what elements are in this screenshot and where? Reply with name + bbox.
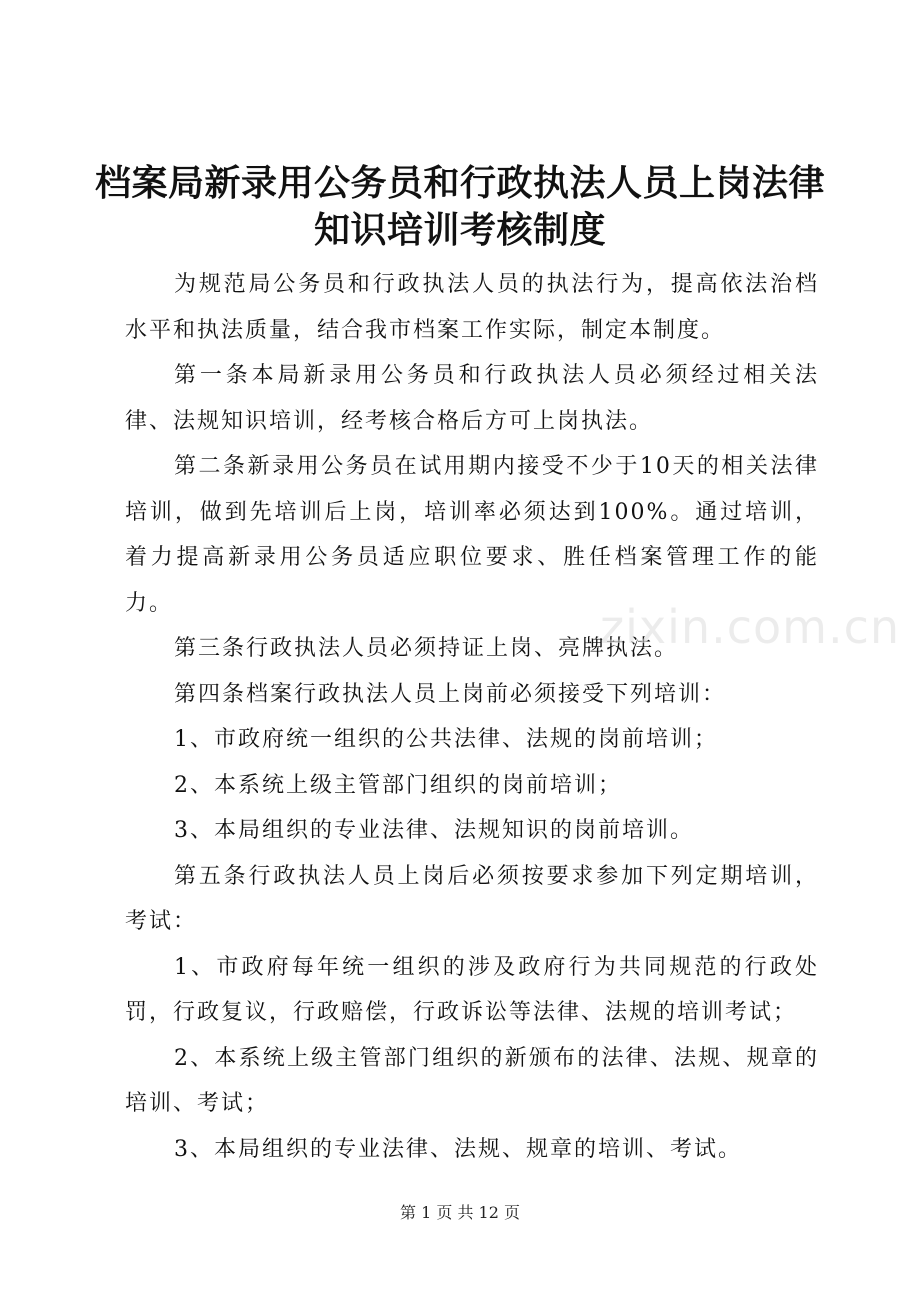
- list-item: 3、本局组织的专业法律、法规、规章的培训、考试。: [174, 1136, 742, 1162]
- page-footer: 第 1 页 共 12 页: [400, 1203, 520, 1222]
- document-title-line-1: 档案局新录用公务员和行政执法人员上岗法律: [94, 163, 825, 204]
- watermark: zixin.com.cn: [600, 600, 901, 654]
- paragraph-article-5: 第五条行政执法人员上岗后必须按要求参加下列定期培训，考试：: [125, 863, 819, 934]
- paragraph-article-3: 第三条行政执法人员必须持证上岗、亮牌执法。: [174, 636, 679, 661]
- list-item: 1、市政府每年统一组织的涉及政府行为共同规范的行政处罚，行政复议，行政赔偿，行政诉讼等法律、法规的培训考试；: [125, 954, 819, 1025]
- document-title-line-2: 知识培训考核制度: [313, 210, 606, 251]
- paragraph-article-2: 第二条新录用公务员在试用期内接受不少于10天的相关法律培训，做到先培训后上岗，培训率必须达到100%。通过培训，着力提高新录用公务员适应职位要求、胜任档案管理工作的能力。: [125, 454, 819, 616]
- list-item: 1、市政府统一组织的公共法律、法规的岗前培训；: [174, 727, 718, 752]
- list-item: 2、本系统上级主管部门组织的新颁布的法律、法规、规章的培训、考试；: [125, 1045, 819, 1116]
- list-item: 3、本局组织的专业法律、法规知识的岗前培训。: [174, 818, 694, 843]
- paragraph-article-4: 第四条档案行政执法人员上岗前必须接受下列培训：: [174, 681, 727, 707]
- document-title: [0, 160, 920, 254]
- document-body: [125, 262, 819, 1172]
- paragraph-article-1: 第一条本局新录用公务员和行政执法人员必须经过相关法律、法规知识培训，经考核合格后方可上岗执法。: [125, 363, 819, 434]
- paragraph-intro: 为规范局公务员和行政执法人员的执法行为，提高依法治档水平和执法质量，结合我市档案工作实际，制定本制度。: [125, 272, 819, 343]
- list-item: 2、本系统上级主管部门组织的岗前培训；: [174, 772, 622, 798]
